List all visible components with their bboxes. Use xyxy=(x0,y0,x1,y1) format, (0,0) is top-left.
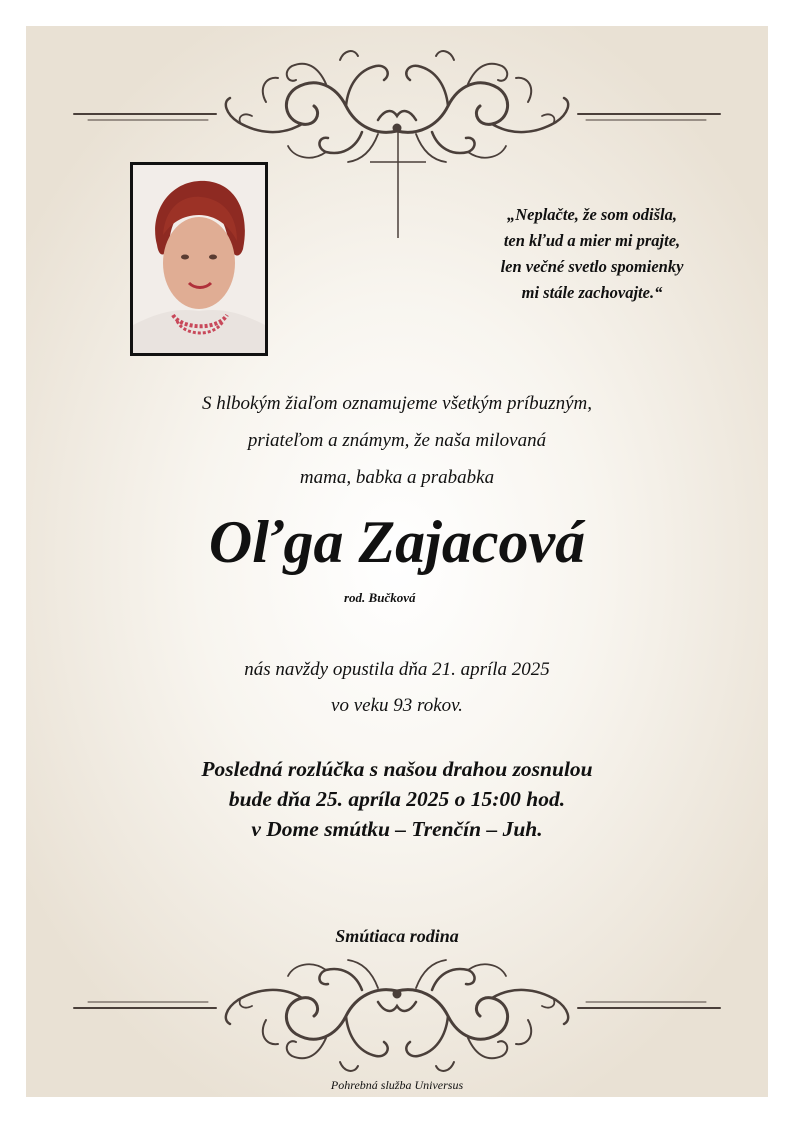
poem-line: len večné svetlo spomienky xyxy=(500,257,684,276)
poem-line: „Neplačte, že som odišla, xyxy=(506,205,678,224)
funeral-service-footer: Pohrebná služba Universus xyxy=(330,1078,464,1092)
maiden-name: rod. Bučková xyxy=(344,590,416,605)
deceased-name: Oľga Zajacová xyxy=(208,509,586,575)
death-line: vo veku 93 rokov. xyxy=(331,695,463,716)
family-signature: Smútiaca rodina xyxy=(335,926,459,946)
poem-line: mi stále zachovajte.“ xyxy=(521,283,663,302)
cross-icon xyxy=(370,126,426,238)
poem-quote xyxy=(442,202,742,306)
poem-line: ten kľud a mier mi prajte, xyxy=(503,231,681,250)
obituary-card xyxy=(26,26,768,1097)
announcement-line: S hlbokým žiaľom oznamujeme všetkým príbuzným, xyxy=(201,393,592,414)
funeral-details xyxy=(26,754,768,844)
funeral-line: bude dňa 25. apríla 2025 o 15:00 hod. xyxy=(228,787,566,811)
death-details xyxy=(26,652,768,724)
bottom-flourish-icon xyxy=(26,956,768,1086)
portrait-photo xyxy=(130,162,268,356)
funeral-line: Posledná rozlúčka s našou drahou zosnulou xyxy=(201,757,593,781)
announcement-line: mama, babka a prababka xyxy=(299,467,495,488)
announcement-line: priateľom a známym, že naša milovaná xyxy=(247,430,547,451)
portrait-image xyxy=(133,165,265,353)
funeral-line: v Dome smútku – Trenčín – Juh. xyxy=(251,817,543,841)
announcement-text xyxy=(26,385,768,496)
death-line: nás navždy opustila dňa 21. apríla 2025 xyxy=(244,659,550,680)
